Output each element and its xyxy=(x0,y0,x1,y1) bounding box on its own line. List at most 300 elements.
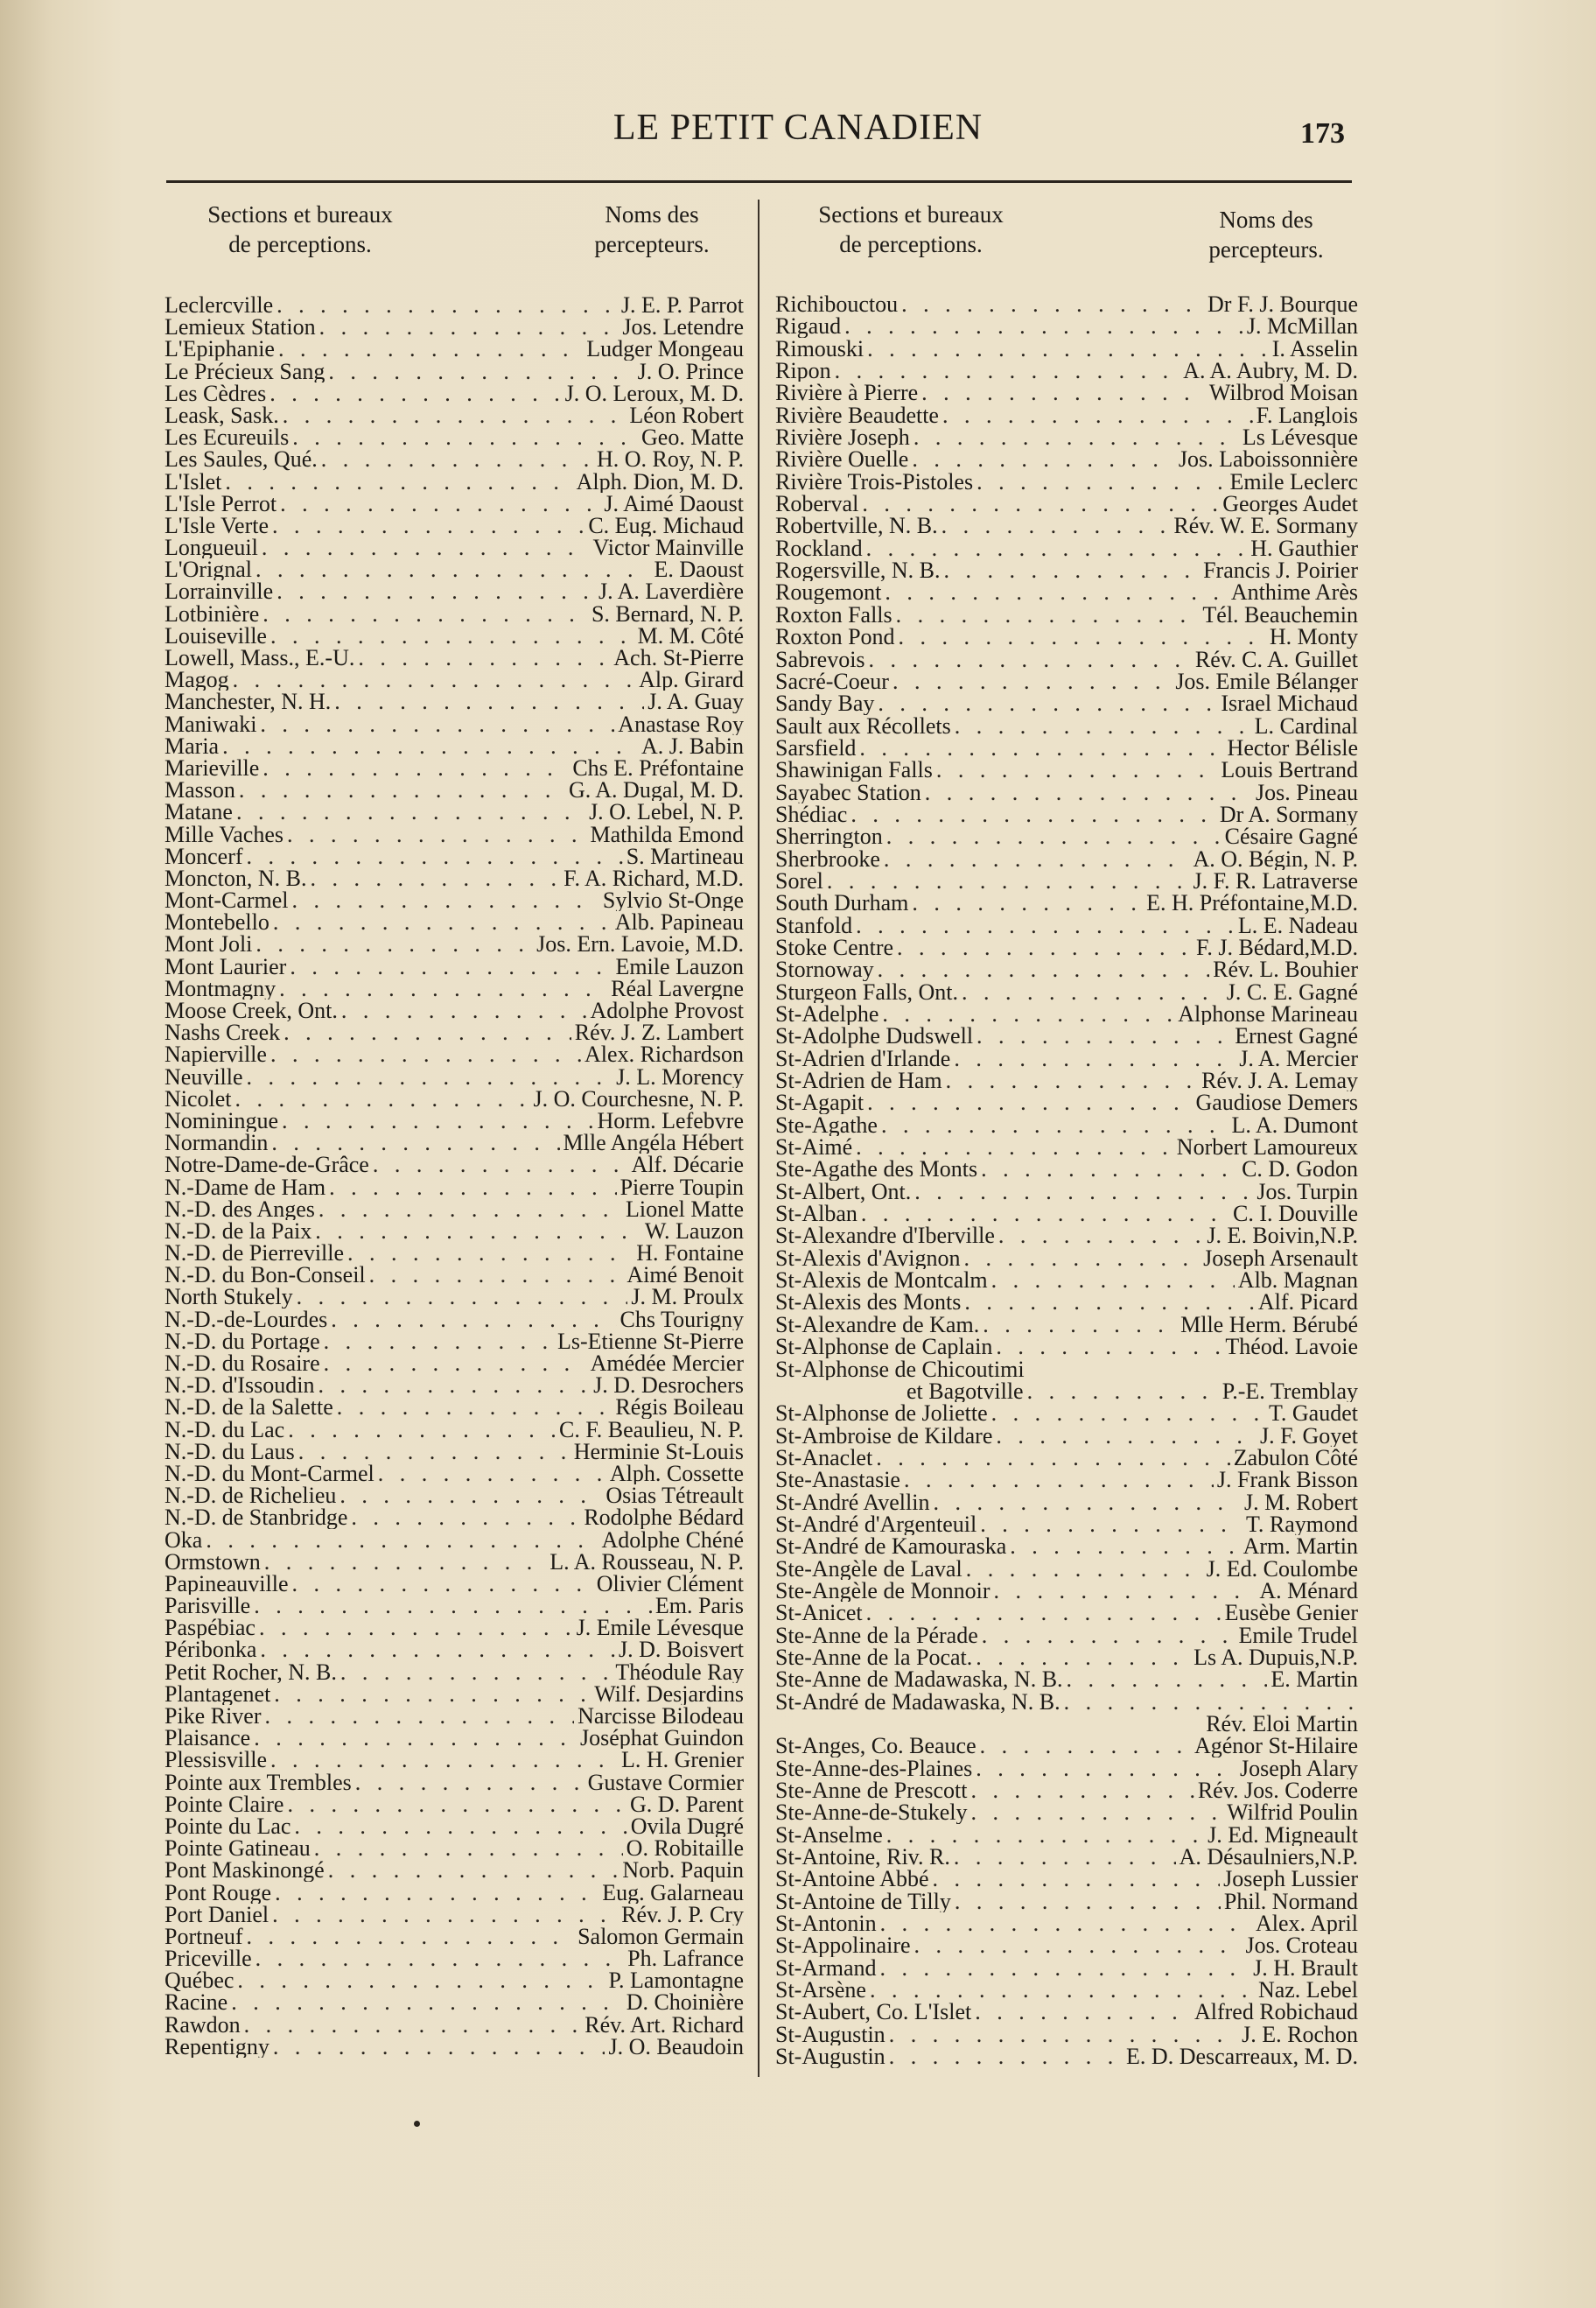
collector-name: Gustave Cormier xyxy=(587,1771,744,1793)
dot-leader xyxy=(254,1595,652,1617)
collector-name: Rév. W. E. Sormany xyxy=(1173,515,1358,537)
dot-leader xyxy=(971,1801,1224,1823)
section-name: Sarsfield xyxy=(775,736,857,760)
list-item xyxy=(775,559,1358,581)
section-name: Ripon xyxy=(775,360,831,382)
collector-name: L. A. Rousseau, N. P. xyxy=(550,1550,744,1573)
list-item xyxy=(775,1646,1358,1668)
collector-name: E. D. Descarreaux, M. D. xyxy=(1126,2045,1358,2068)
section-name: N.-D.-de-Lourdes xyxy=(164,1308,328,1330)
dot-leader xyxy=(981,1158,1238,1180)
section-name: Moose Creek, Ont. xyxy=(164,1000,338,1022)
list-item xyxy=(164,2014,744,2036)
list-item xyxy=(775,404,1358,426)
collector-name: J. O. Leroux, M. D. xyxy=(564,382,744,404)
collector-name: Jos. Letendre xyxy=(622,316,744,339)
dot-leader xyxy=(244,2014,582,2036)
collector-name: Anthime Arès xyxy=(1230,581,1358,604)
names-heading: Noms des percepteurs. xyxy=(1208,207,1324,263)
list-item xyxy=(775,1691,1358,1713)
list-item xyxy=(775,604,1358,626)
list-item xyxy=(775,649,1358,670)
section-name: St-Arsène xyxy=(775,1979,866,2002)
dot-leader xyxy=(318,1198,622,1220)
list-item xyxy=(775,1048,1358,1070)
list-item xyxy=(775,493,1358,515)
section-name: Ste-Agathe xyxy=(775,1113,878,1137)
collector-name: O. Robitaille xyxy=(626,1837,744,1860)
section-name: Plantagenet xyxy=(164,1682,271,1705)
list-item xyxy=(775,382,1358,403)
section-name: N.-D. de Richelieu xyxy=(164,1484,337,1507)
collector-name: Em. Paris xyxy=(654,1595,744,1617)
dot-leader xyxy=(340,1661,612,1683)
dot-leader xyxy=(321,448,593,470)
collector-name: A. Désaulniers,N.P. xyxy=(1179,1846,1358,1869)
list-item xyxy=(164,735,744,757)
list-item xyxy=(164,1771,744,1793)
collector-name: C. D. Godon xyxy=(1242,1158,1358,1181)
list-item xyxy=(775,782,1358,803)
ink-dot xyxy=(414,2121,420,2127)
section-name: et Bagotville xyxy=(906,1379,1024,1403)
section-name: Matane xyxy=(164,801,233,824)
left-column xyxy=(164,200,744,2058)
collector-name: E. H. Préfontaine,M.D. xyxy=(1146,892,1358,915)
dot-leader xyxy=(262,757,569,779)
list-item xyxy=(775,1558,1358,1580)
list-item xyxy=(775,1713,1358,1735)
section-name: Shédiac xyxy=(775,803,848,826)
list-item xyxy=(164,1308,744,1330)
collector-name: J. A. Guay xyxy=(648,691,744,713)
dot-leader xyxy=(901,293,1204,315)
list-item xyxy=(164,911,744,933)
section-name: Les Ecureuils xyxy=(164,426,290,449)
list-item xyxy=(164,1727,744,1749)
section-name: Sturgeon Falls, Ont. xyxy=(775,980,958,1003)
dot-leader xyxy=(955,715,1251,737)
section-name: Rivière à Pierre xyxy=(775,382,919,404)
collector-name: J. A. Laverdière xyxy=(598,580,744,603)
list-item xyxy=(775,1513,1358,1535)
collector-name: G. A. Dugal, M. D. xyxy=(568,779,744,802)
collector-name: Gaudiose Demers xyxy=(1195,1091,1358,1114)
dot-leader xyxy=(966,1558,1203,1580)
list-item xyxy=(775,1003,1358,1025)
dot-leader xyxy=(265,1705,575,1727)
list-item xyxy=(775,1668,1358,1690)
collector-name: S. Bernard, N. P. xyxy=(591,602,744,625)
list-item xyxy=(775,426,1358,448)
list-item xyxy=(775,1624,1358,1646)
dot-leader xyxy=(982,1624,1236,1646)
list-item xyxy=(775,1358,1358,1380)
dot-leader xyxy=(878,692,1217,714)
section-name: Stoke Centre xyxy=(775,936,894,959)
dot-leader xyxy=(254,1727,577,1749)
dot-leader xyxy=(247,845,623,867)
dot-leader xyxy=(889,2024,1238,2045)
dot-leader xyxy=(835,360,1180,382)
collector-name: Rév. J. A. Lemay xyxy=(1201,1070,1358,1092)
section-name: Rivière Joseph xyxy=(775,426,910,449)
section-name: Papineauville xyxy=(164,1572,289,1596)
collector-name: H. Gauthier xyxy=(1250,537,1358,560)
dot-leader xyxy=(856,1136,1173,1158)
section-name: Lorrainville xyxy=(164,580,274,603)
list-item xyxy=(164,625,744,647)
entry-list xyxy=(164,294,744,2058)
section-name: Ste-Anne de Prescott xyxy=(775,1779,968,1802)
list-item xyxy=(164,1573,744,1595)
dot-leader xyxy=(980,1735,1191,1757)
section-name: St-Antoine de Tilly xyxy=(775,1890,951,1913)
dot-leader xyxy=(983,1314,1177,1336)
collector-name: P.-E. Tremblay xyxy=(1222,1379,1358,1403)
collector-name: M. M. Côté xyxy=(637,624,744,647)
dot-leader xyxy=(298,1441,570,1463)
section-name: Nicolet xyxy=(164,1087,232,1110)
list-item xyxy=(164,493,744,515)
list-item xyxy=(775,1269,1358,1291)
list-item xyxy=(164,1132,744,1154)
list-item xyxy=(164,1286,744,1308)
dot-leader xyxy=(921,382,1206,403)
dot-leader xyxy=(282,1110,594,1132)
dot-leader xyxy=(272,1904,618,1926)
list-item xyxy=(775,870,1358,892)
section-name: Longueuil xyxy=(164,537,258,559)
list-item xyxy=(775,1779,1358,1801)
section-name: St-Anselme xyxy=(775,1823,883,1847)
section-name: Neuville xyxy=(164,1065,243,1088)
section-name: L'Islet xyxy=(164,470,222,493)
collector-name: Geo. Matte xyxy=(641,426,744,449)
dot-leader xyxy=(880,1957,1250,1979)
section-name: Montebello xyxy=(164,911,270,934)
list-item xyxy=(164,1419,744,1441)
section-name: Maria xyxy=(164,734,220,757)
dot-leader xyxy=(994,1580,1256,1602)
collector-name: Anastase Roy xyxy=(618,712,744,735)
dot-leader xyxy=(329,1176,616,1198)
dot-leader xyxy=(260,713,614,735)
dot-leader xyxy=(328,361,634,382)
dot-leader xyxy=(886,1824,1204,1846)
collector-name: Jos. Turpin xyxy=(1256,1180,1358,1203)
list-item xyxy=(775,2045,1358,2067)
section-name: St-Alexis des Monts xyxy=(775,1291,962,1314)
dot-leader xyxy=(881,1114,1228,1136)
dot-leader xyxy=(294,1815,626,1837)
collector-name: Alph. Dion, M. D. xyxy=(576,470,744,493)
dot-leader xyxy=(256,1947,625,1969)
section-name: Louiseville xyxy=(164,624,267,647)
sections-heading: Sections et bureaux de perceptions. xyxy=(818,201,1004,257)
list-item xyxy=(775,670,1358,692)
section-name: St-Antonin xyxy=(775,1912,877,1935)
section-name: N.-D. du Bon-Conseil xyxy=(164,1264,366,1287)
dot-leader xyxy=(861,1203,1229,1224)
list-item xyxy=(164,558,744,580)
collector-name: Alp. Girard xyxy=(639,669,744,691)
section-name: Magog xyxy=(164,669,229,691)
collector-name: Ludger Mongeau xyxy=(586,338,744,361)
list-item xyxy=(164,1529,744,1551)
section-name: N.-D. des Anges xyxy=(164,1197,315,1220)
list-item xyxy=(775,626,1358,648)
section-name: Montmagny xyxy=(164,977,276,1000)
list-item xyxy=(775,1846,1358,1868)
list-item xyxy=(775,1602,1358,1624)
section-name: Rivière Beaudette xyxy=(775,403,939,427)
section-name: St-André d'Argenteuil xyxy=(775,1512,977,1536)
dot-leader xyxy=(914,1181,1253,1203)
section-name: Mille Vaches xyxy=(164,823,284,845)
collector-name: J. F. Goyet xyxy=(1259,1424,1358,1447)
list-item xyxy=(164,1947,744,1969)
collector-name: J. M. Proulx xyxy=(631,1286,744,1308)
dot-leader xyxy=(991,1402,1265,1424)
dot-leader xyxy=(260,1638,615,1660)
dot-leader xyxy=(271,1132,559,1154)
dot-leader xyxy=(870,1979,1255,2001)
collector-name: Jos. Ern. Lavoie, M.D. xyxy=(536,933,744,956)
dot-leader xyxy=(955,1891,1221,1912)
running-title: LE PETIT CANADIEN xyxy=(612,108,984,148)
dot-leader xyxy=(287,824,587,845)
collector-name: Dr F. J. Bourque xyxy=(1208,293,1358,316)
list-item xyxy=(164,603,744,625)
section-name: St-Antoine, Riv. R. xyxy=(775,1846,950,1869)
list-item xyxy=(775,581,1358,603)
list-item xyxy=(775,338,1358,360)
list-item xyxy=(164,1638,744,1660)
dot-leader xyxy=(355,1771,584,1793)
list-item xyxy=(164,294,744,316)
list-item xyxy=(164,1506,744,1528)
section-name: St-Alexandre de Kam. xyxy=(775,1313,980,1336)
list-item xyxy=(775,737,1358,759)
list-item xyxy=(164,1176,744,1198)
dot-leader xyxy=(936,759,1217,781)
list-item xyxy=(164,956,744,978)
section-name: N.-D. d'Issoudin xyxy=(164,1374,315,1397)
collector-name: J. Aimé Daoust xyxy=(604,492,744,515)
collector-name: H. Fontaine xyxy=(636,1242,744,1265)
list-item xyxy=(775,1580,1358,1602)
section-name: Ste-Anne de la Pocat. xyxy=(775,1645,973,1669)
collector-name: H. Monty xyxy=(1269,626,1358,649)
dot-leader xyxy=(206,1529,598,1551)
collector-name: L. H. Grenier xyxy=(620,1749,744,1771)
section-name: Rockland xyxy=(775,537,863,560)
dot-leader xyxy=(262,603,588,625)
header-rule xyxy=(166,180,1352,183)
section-name: St-Armand xyxy=(775,1956,877,1980)
list-item xyxy=(164,669,744,691)
collector-name: H. O. Roy, N. P. xyxy=(596,448,744,471)
section-name: St-Adelphe xyxy=(775,1003,879,1026)
list-item xyxy=(775,537,1358,559)
section-name: Ormstown xyxy=(164,1550,261,1573)
list-item xyxy=(775,692,1358,714)
dot-leader xyxy=(358,647,610,669)
list-item xyxy=(775,803,1358,825)
list-item xyxy=(164,1463,744,1484)
collector-name: Ls Lévesque xyxy=(1242,426,1358,449)
dot-leader xyxy=(275,1882,598,1904)
dot-leader xyxy=(236,801,585,823)
section-name: Mont Joli xyxy=(164,933,253,956)
dot-leader xyxy=(324,1330,554,1352)
collector-name: Olivier Clément xyxy=(596,1572,744,1596)
collector-name: J. L. Morency xyxy=(616,1065,744,1088)
dot-leader xyxy=(942,515,1171,537)
right-column xyxy=(775,200,1358,2068)
section-name: Rigaud xyxy=(775,315,842,338)
collector-name: Réal Lavergne xyxy=(611,977,744,1000)
dot-leader xyxy=(276,580,595,602)
dot-leader xyxy=(273,2036,606,2058)
collector-name: Jos. Emile Bélanger xyxy=(1175,670,1358,693)
dot-leader xyxy=(1027,1380,1219,1402)
dot-leader xyxy=(962,981,1223,1003)
dot-leader xyxy=(912,448,1175,470)
dot-leader xyxy=(954,1048,1236,1070)
section-name: N.-D. du Lac xyxy=(164,1418,285,1441)
dot-leader xyxy=(867,1091,1192,1113)
dot-leader xyxy=(373,1154,628,1175)
dot-leader xyxy=(991,1269,1235,1291)
list-item xyxy=(164,1198,744,1220)
list-item xyxy=(164,1242,744,1264)
collector-name: Agénor St-Hilaire xyxy=(1194,1735,1358,1757)
dot-leader xyxy=(225,471,572,493)
dot-leader xyxy=(897,937,1193,958)
list-item xyxy=(164,1991,744,2013)
section-name: N.-D. du Rosaire xyxy=(164,1352,320,1375)
collector-name: T. Gaudet xyxy=(1268,1402,1358,1425)
section-name: Parisville xyxy=(164,1595,251,1617)
section-name: Normandin xyxy=(164,1132,269,1154)
dot-leader xyxy=(954,1846,1176,1868)
section-name: Pike River xyxy=(164,1705,262,1728)
collector-name: E. Daoust xyxy=(654,558,744,581)
section-name: Moncton, N. B. xyxy=(164,866,307,890)
names-heading: Noms des percepteurs. xyxy=(594,201,710,257)
dot-leader xyxy=(1010,1535,1239,1557)
section-name: St-Agapit xyxy=(775,1091,864,1114)
collector-name: Amédée Mercier xyxy=(590,1352,744,1375)
collector-name: I. Asselin xyxy=(1271,337,1358,361)
collector-name: Joseph Alary xyxy=(1239,1757,1358,1780)
collector-name: A. J. Babin xyxy=(641,734,744,757)
collector-name: J. M. Robert xyxy=(1244,1491,1358,1513)
section-name: St-Appolinaire xyxy=(775,1934,911,1957)
collector-name: Joseph Arsenault xyxy=(1203,1246,1358,1270)
list-item xyxy=(164,1617,744,1638)
section-name: Ste-Anne de la Pérade xyxy=(775,1624,978,1646)
section-name: St-Ambroise de Kildare xyxy=(775,1424,993,1447)
collector-name: Adolphe Chéné xyxy=(601,1528,744,1551)
section-name: St-Augustin xyxy=(775,2023,886,2046)
collector-name: Joséphat Guindon xyxy=(579,1727,744,1750)
collector-name: Norb. Paquin xyxy=(622,1859,744,1882)
collector-name: Adolphe Provost xyxy=(590,1000,744,1022)
section-name: Les Saules, Qué. xyxy=(164,448,318,471)
collector-name: J. O. Beaudoin xyxy=(608,2035,744,2058)
dot-leader xyxy=(827,870,1190,892)
list-item xyxy=(164,1066,744,1088)
section-name: Pointe Gatineau xyxy=(164,1837,311,1860)
dot-leader xyxy=(976,1646,1190,1668)
dot-leader xyxy=(844,315,1243,337)
dot-leader xyxy=(885,581,1228,603)
collector-name: F. J. Bédard,M.D. xyxy=(1196,936,1358,959)
collector-name: Victor Mainville xyxy=(592,537,744,559)
collector-name: Tél. Beauchemin xyxy=(1202,603,1358,627)
collector-name: Osias Tétreault xyxy=(606,1484,744,1507)
list-item xyxy=(775,981,1358,1003)
section-name: Sandy Bay xyxy=(775,692,875,715)
list-item xyxy=(164,1484,744,1506)
dot-leader xyxy=(273,911,612,933)
list-item xyxy=(775,1336,1358,1357)
dot-leader xyxy=(964,1291,1255,1313)
section-name: Lowell, Mass., E.-U. xyxy=(164,647,355,670)
section-name: Ste-Angèle de Monnoir xyxy=(775,1579,990,1603)
section-name: L'Epiphanie xyxy=(164,338,275,361)
list-item xyxy=(164,448,744,470)
list-item xyxy=(164,691,744,712)
collector-name: P. Lamontagne xyxy=(608,1969,744,1992)
dot-leader xyxy=(270,1043,581,1065)
list-item xyxy=(775,915,1358,937)
list-item xyxy=(164,1793,744,1815)
collector-name: Alf. Décarie xyxy=(631,1154,744,1176)
list-item xyxy=(775,293,1358,315)
section-name: Oka xyxy=(164,1528,203,1551)
dot-leader xyxy=(337,1396,612,1418)
list-item xyxy=(164,316,744,338)
dot-leader xyxy=(270,625,634,647)
collector-name: F. Langlois xyxy=(1256,403,1358,427)
section-name: St-Alexandre d'Iberville xyxy=(775,1224,995,1247)
dot-leader xyxy=(237,1969,605,1991)
dot-leader xyxy=(942,404,1253,426)
collector-name: Salomon Germain xyxy=(578,1925,744,1948)
list-item xyxy=(164,1904,744,1926)
section-name: Rimouski xyxy=(775,337,864,361)
list-item xyxy=(164,2036,744,2058)
section-name: Rivière Trois-Pistoles xyxy=(775,470,974,494)
collector-name: Emile Leclerc xyxy=(1229,470,1358,494)
list-item xyxy=(775,825,1358,847)
dot-leader xyxy=(284,1021,571,1043)
list-item xyxy=(164,471,744,493)
section-name: St-Anicet xyxy=(775,1602,863,1624)
section-name: Sherrington xyxy=(775,825,883,848)
list-item xyxy=(164,515,744,537)
section-name: Robertville, N. B. xyxy=(775,515,938,537)
section-name: Portneuf xyxy=(164,1925,243,1948)
section-name: St-Alexis d'Avignon xyxy=(775,1246,961,1270)
list-item xyxy=(164,1837,744,1859)
section-name: Rogersville, N. B. xyxy=(775,559,941,582)
collector-name: J. E. Rochon xyxy=(1242,2023,1358,2046)
